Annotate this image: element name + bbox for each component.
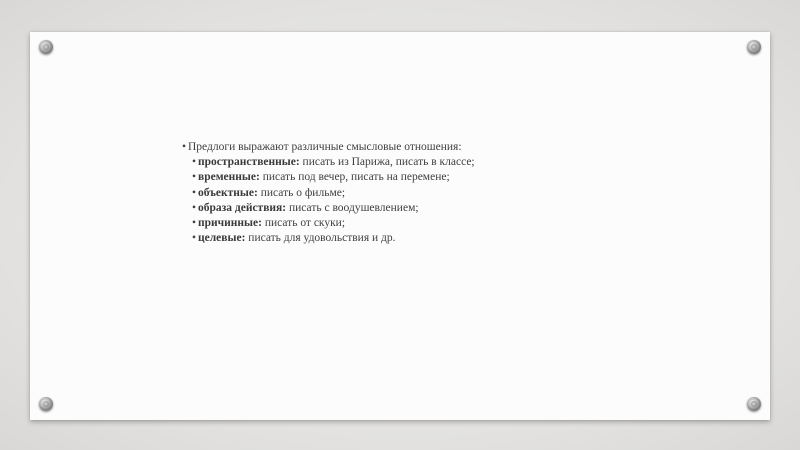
list-item xyxy=(192,170,722,185)
bullet-icon: • xyxy=(182,141,187,153)
list-item xyxy=(192,216,722,231)
list-item xyxy=(192,231,722,246)
relation-term: образа действия: xyxy=(198,201,287,214)
bullet-icon: • xyxy=(192,201,197,214)
relation-term: причинные: xyxy=(198,217,262,230)
slide-text xyxy=(182,140,722,246)
bullet-icon: • xyxy=(192,217,197,230)
relation-example: писать для удовольствия и др. xyxy=(248,232,396,245)
intro-text: Предлоги выражают различные смысловые отношения: xyxy=(188,141,462,153)
pushpin-icon xyxy=(39,397,53,411)
relation-example: писать от скуки; xyxy=(264,217,346,230)
bullet-icon: • xyxy=(192,171,197,184)
relation-example: писать с воодушевлением; xyxy=(288,201,419,214)
pushpin-icon xyxy=(747,397,761,411)
relation-term: целевые: xyxy=(198,232,246,245)
intro-line xyxy=(182,140,722,155)
list-item xyxy=(192,155,722,170)
list-item xyxy=(192,201,722,216)
relation-example: писать о фильме; xyxy=(260,186,346,199)
relations-list xyxy=(182,155,722,246)
list-item xyxy=(192,186,722,201)
relation-example: писать под вечер, писать на перемене; xyxy=(262,171,450,184)
relation-term: объектные: xyxy=(198,186,258,199)
bullet-icon: • xyxy=(192,156,197,169)
bullet-icon: • xyxy=(192,186,197,199)
relation-term: временные: xyxy=(198,171,260,184)
bullet-icon: • xyxy=(192,232,197,245)
relation-example: писать из Парижа, писать в классе; xyxy=(302,156,475,169)
pushpin-icon xyxy=(39,40,53,54)
pushpin-icon xyxy=(747,40,761,54)
relation-term: пространственные: xyxy=(198,156,300,169)
